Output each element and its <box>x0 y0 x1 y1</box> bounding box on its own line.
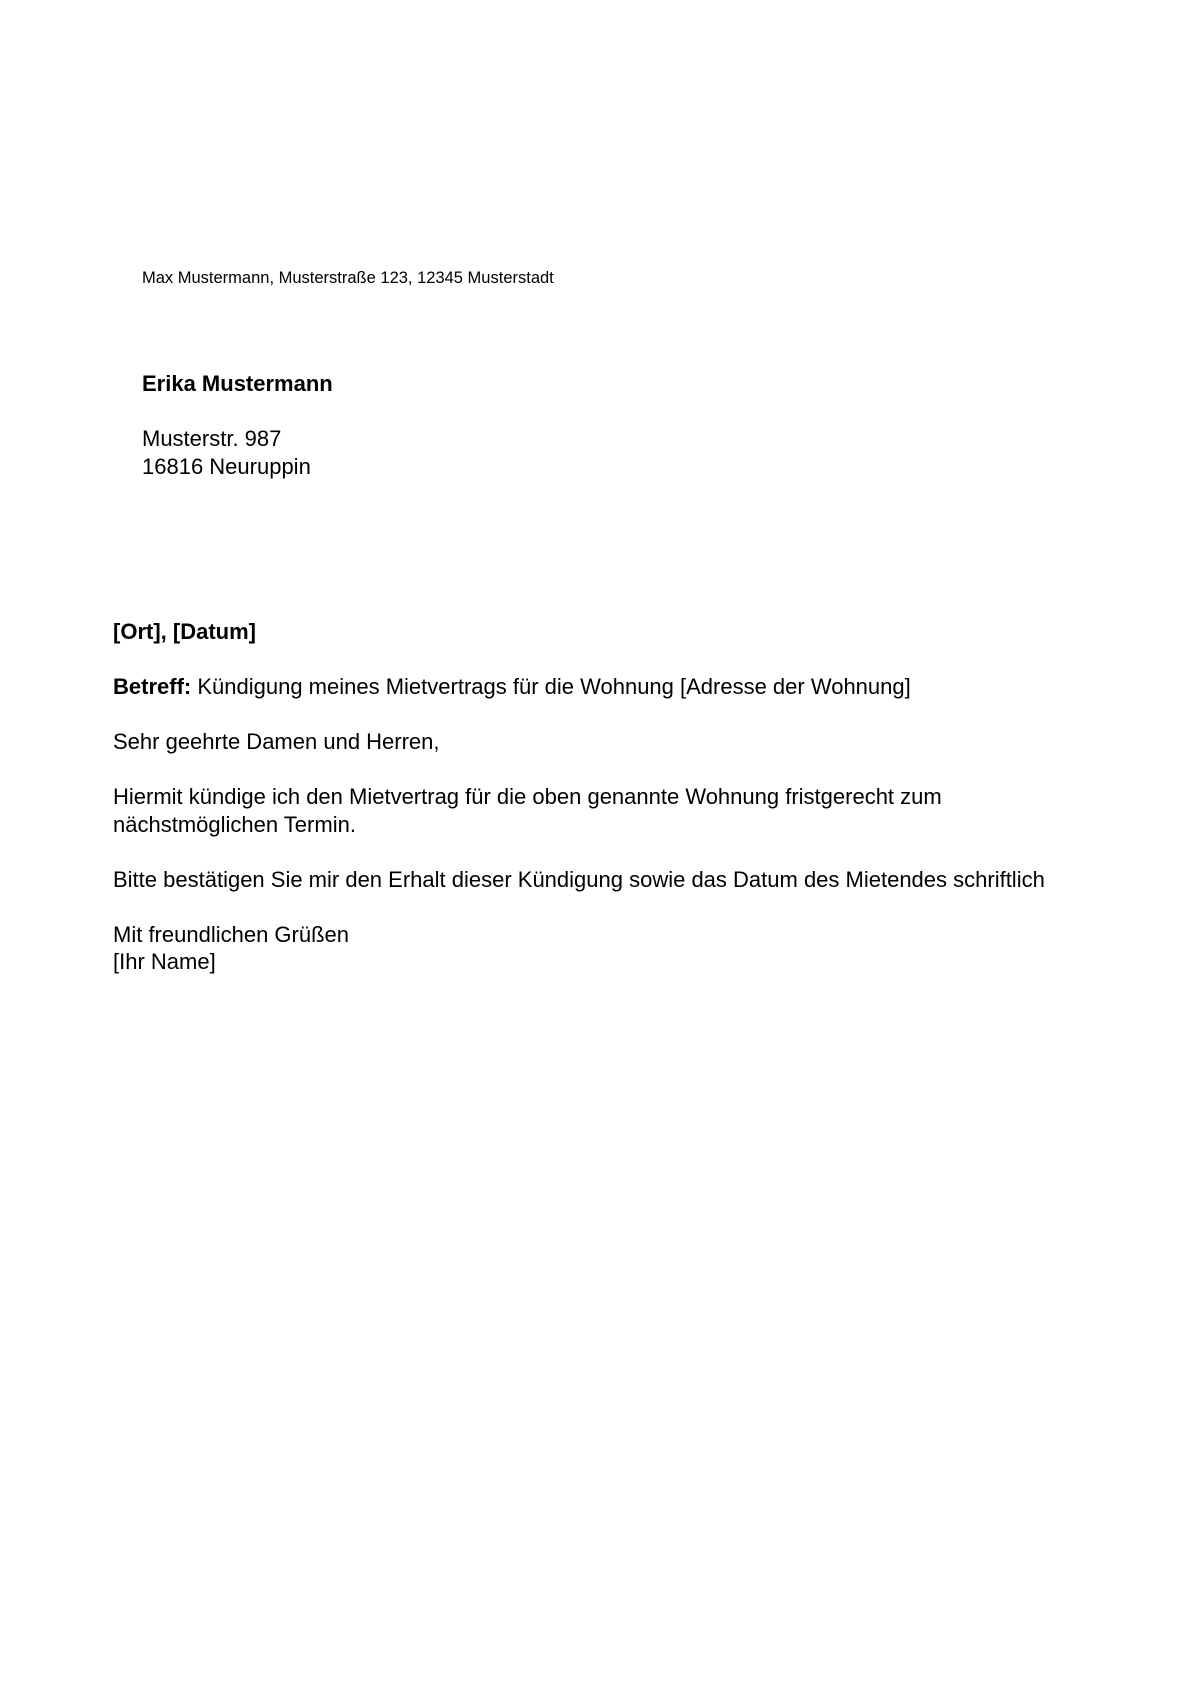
recipient-street: Musterstr. 987 <box>142 426 282 451</box>
salutation: Sehr geehrte Damen und Herren, <box>113 729 440 754</box>
closing: Mit freundlichen Grüßen <box>113 921 349 947</box>
recipient-address-block <box>142 370 333 481</box>
body-paragraph-2: Bitte bestätigen Sie mir den Erhalt dieser Kündigung sowie das Datum des Mietendes schriftlich <box>113 866 1045 892</box>
signature-name: [Ihr Name] <box>113 949 216 974</box>
subject-text: Kündigung meines Mietvertrags für die Wohnung [Adresse der Wohnung] <box>197 674 911 699</box>
letter-body <box>113 618 1073 976</box>
place-date: [Ort], [Datum] <box>113 619 256 644</box>
recipient-city: 16816 Neuruppin <box>142 454 311 479</box>
subject-line <box>113 673 1073 701</box>
subject-label: Betreff: <box>113 674 192 699</box>
recipient-name: Erika Mustermann <box>142 371 333 396</box>
sender-address-line: Max Mustermann, Musterstraße 123, 12345 Musterstadt <box>142 269 554 287</box>
body-paragraph-1: Hiermit kündige ich den Mietvertrag für die oben genannte Wohnung fristgerecht zum nächstmöglichen Termin. <box>113 784 942 837</box>
